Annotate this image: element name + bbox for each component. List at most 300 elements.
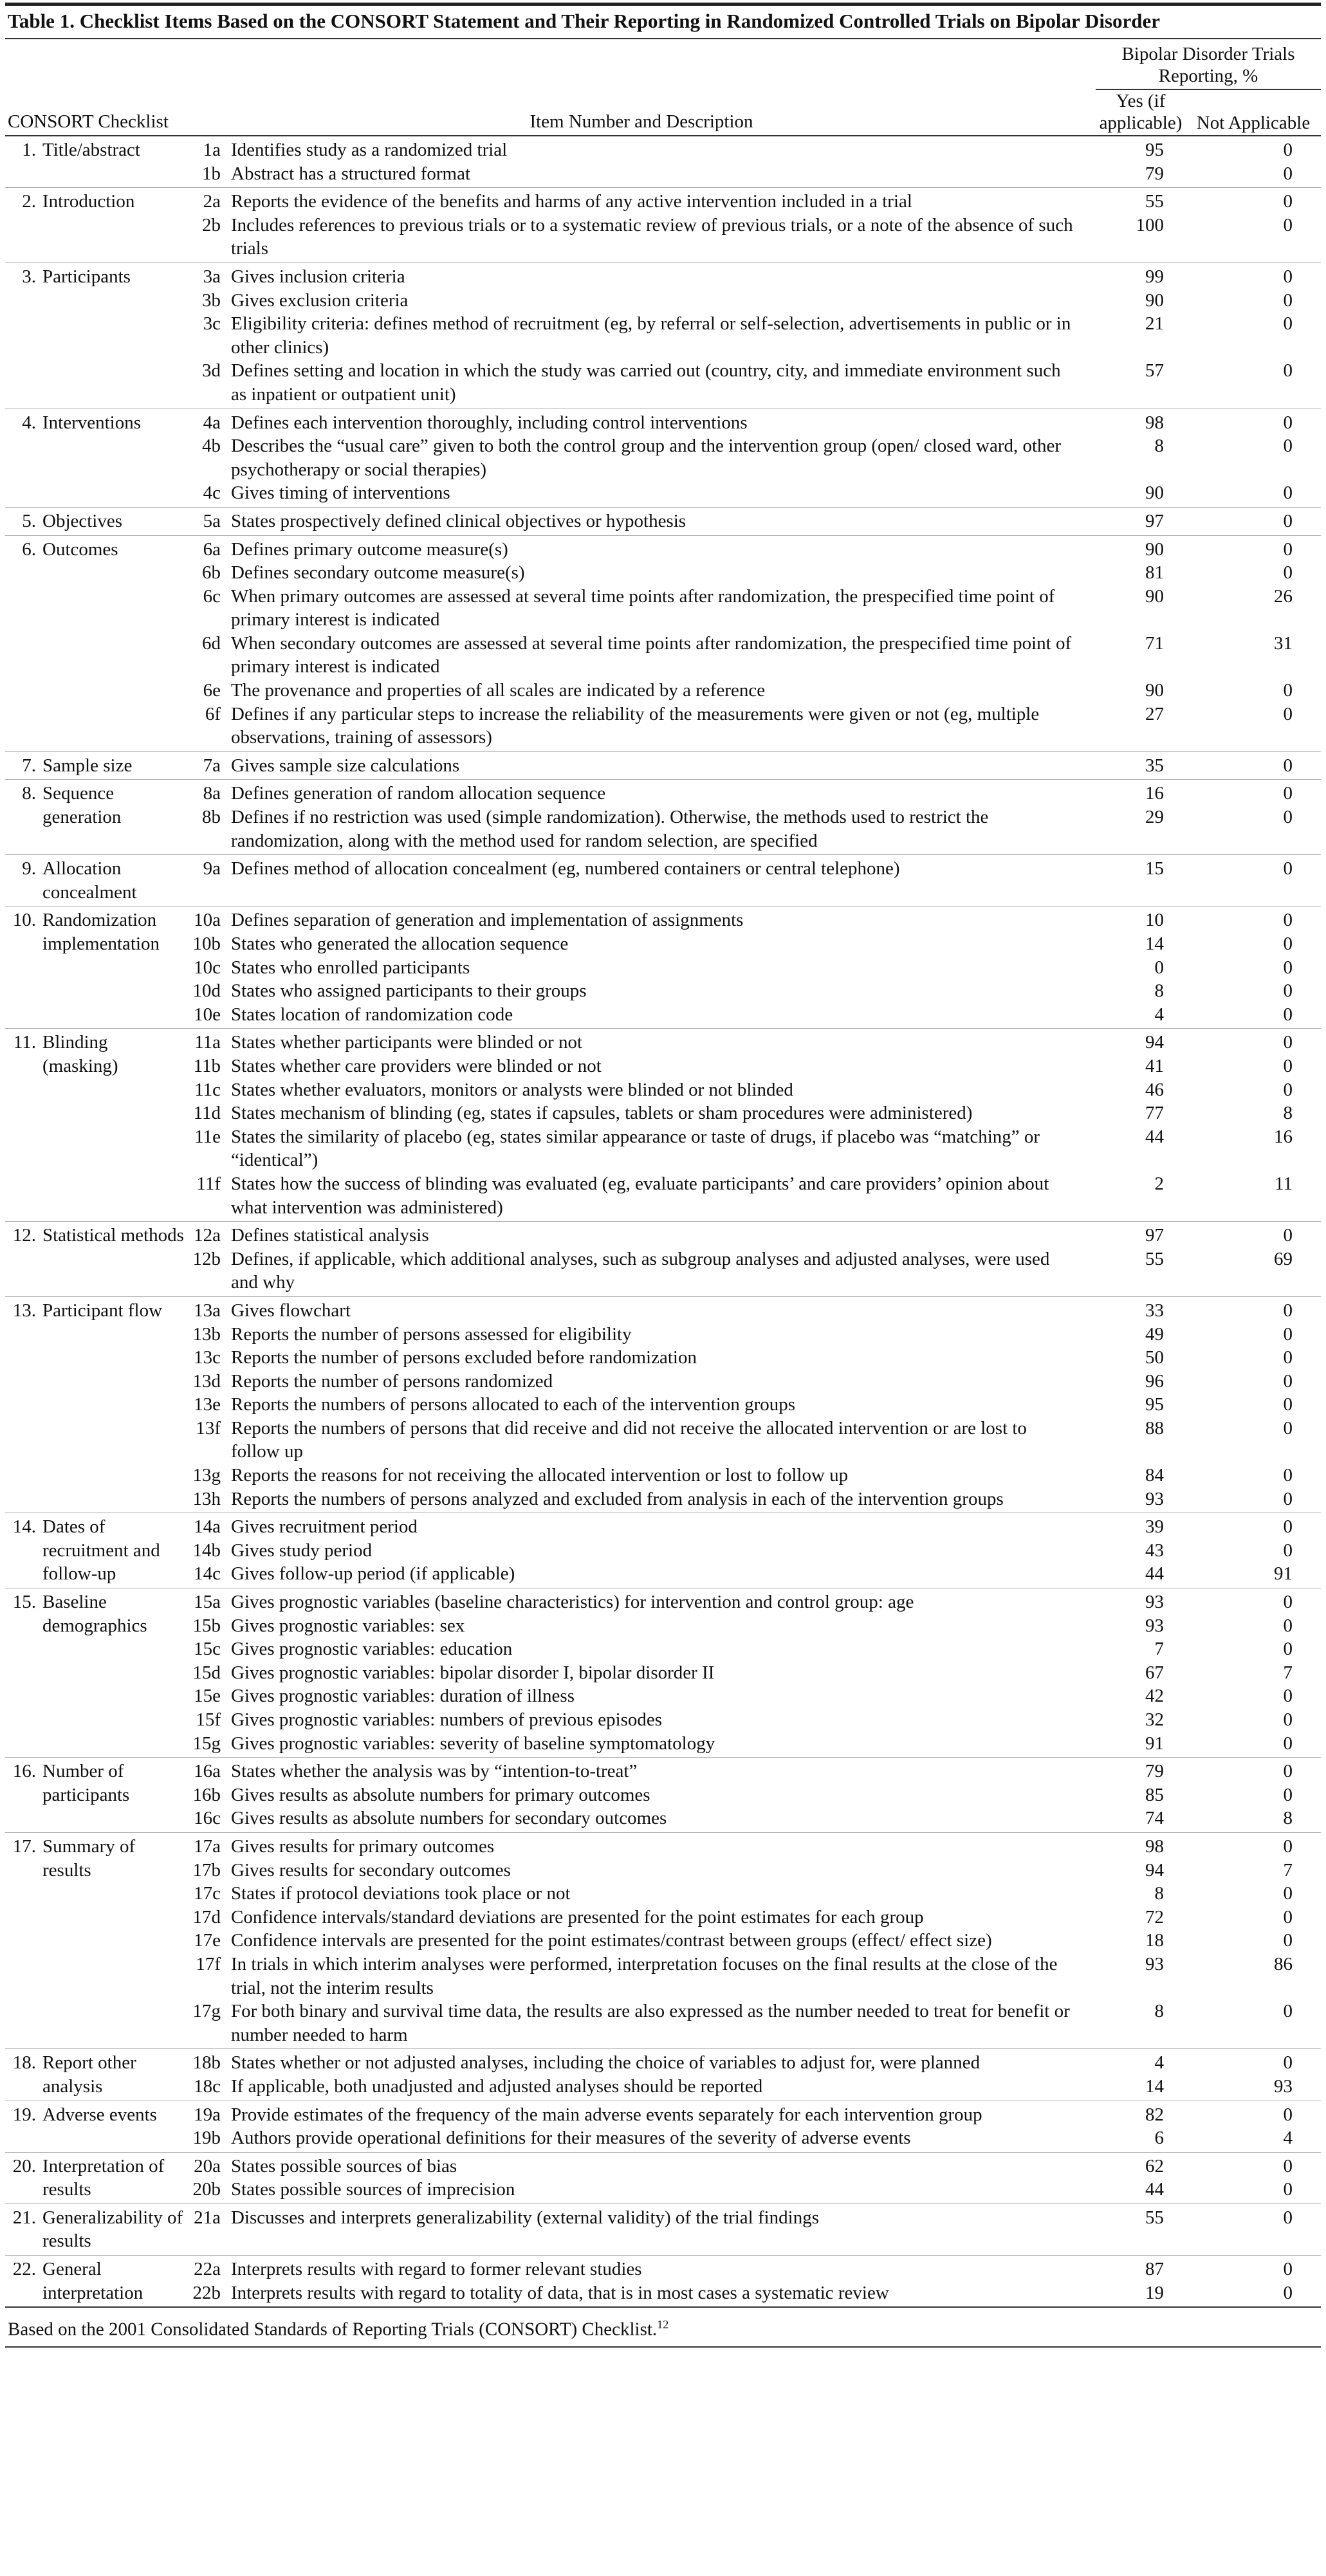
table-row (5, 1882, 1321, 1906)
table-row (5, 359, 1321, 409)
not-applicable-percent: 86 (1274, 1953, 1293, 1974)
item-description: Defines setting and location in which the study was carried out (country, city, and immediate environment such as inpatient or outpatient unit) (231, 360, 1061, 405)
item-number: 19b (192, 2128, 221, 2149)
category-label: Objectives (42, 510, 123, 531)
item-description: Defines statistical analysis (227, 1222, 1096, 1247)
item-number: 20a (187, 2152, 227, 2178)
item-number: 10a (187, 906, 227, 932)
yes-percent: 100 (1136, 214, 1164, 235)
not-applicable-percent: 11 (1275, 1173, 1293, 1194)
category-number: 9. (22, 858, 36, 879)
table-row (5, 262, 1321, 288)
item-description: Gives recruitment period (227, 1513, 1096, 1539)
checklist-category (5, 1758, 187, 1833)
item-number: 11d (193, 1103, 221, 1124)
not-applicable-percent: 0 (1283, 934, 1293, 954)
category-label-wrap (5, 1299, 187, 1323)
yes-percent: 67 (1145, 1662, 1164, 1683)
item-number: 14a (187, 1513, 227, 1539)
table-row (5, 1101, 1321, 1125)
item-description: Authors provide operational definitions for their measures of the severity of adverse events (231, 2128, 911, 2149)
table-row (5, 906, 1321, 932)
table-row (5, 1637, 1321, 1661)
table-row (5, 1732, 1321, 1758)
yes-percent: 42 (1145, 1686, 1164, 1707)
item-description: Interprets results with regard to totality of data, that is in most cases a systematic review (231, 2282, 889, 2303)
category-label-wrap (5, 2258, 187, 2305)
not-applicable-percent: 8 (1283, 1103, 1293, 1124)
category-label: Title/abstract (42, 140, 140, 160)
yes-percent: 82 (1096, 2101, 1186, 2126)
category-number: 20. (12, 2155, 36, 2176)
item-number: 8b (202, 807, 221, 828)
table-row (5, 1487, 1321, 1513)
item-number: 13g (192, 1465, 221, 1486)
table-row (5, 1417, 1321, 1464)
table-row (5, 1684, 1321, 1708)
item-description: Gives prognostic variables: severity of baseline symptomatology (231, 1733, 715, 1754)
not-applicable-percent: 0 (1186, 2101, 1321, 2126)
table-row (5, 1296, 1321, 1322)
item-description: Defines each intervention thoroughly, including control interventions (227, 409, 1096, 434)
item-description: For both binary and survival time data, the results are also expressed as the number needed to treat for benefit or number needed to harm (231, 2001, 1070, 2045)
checklist-category (5, 2101, 187, 2152)
yes-percent: 18 (1145, 1930, 1164, 1951)
category-label-wrap (5, 538, 187, 562)
item-description: Reports the number of persons randomized (231, 1370, 553, 1392)
yes-percent: 77 (1145, 1103, 1164, 1124)
item-description: States who assigned participants to their groups (231, 980, 587, 1002)
yes-percent: 72 (1145, 1906, 1164, 1927)
item-number: 10c (194, 957, 221, 978)
item-description: States the similarity of placebo (eg, states similar appearance or taste of drugs, if placebo was “matching” or “identical”) (231, 1126, 1040, 1171)
not-applicable-percent: 0 (1283, 1079, 1293, 1100)
category-label-wrap (5, 1224, 187, 1247)
item-description: Reports the reasons for not receiving the allocated intervention or lost to follow up (231, 1465, 849, 1486)
item-description: States prospectively defined clinical objectives or hypothesis (227, 507, 1096, 535)
yes-percent: 95 (1145, 1394, 1164, 1415)
item-description: Gives results as absolute numbers for secondary outcomes (231, 1808, 667, 1829)
category-label: Sample size (42, 755, 133, 776)
not-applicable-percent: 0 (1186, 535, 1321, 561)
yes-percent: 90 (1145, 483, 1164, 504)
item-number: 19a (187, 2101, 227, 2126)
not-applicable-percent: 0 (1283, 1784, 1293, 1805)
not-applicable-percent: 7 (1283, 1662, 1293, 1683)
item-description: States who enrolled participants (231, 957, 470, 978)
table-row (5, 1323, 1321, 1347)
table-row (5, 481, 1321, 507)
item-description: Defines if no restriction was used (simple randomization). Otherwise, the methods used to restrict the randomization, along with the method used for random selection, are specified (231, 807, 989, 851)
not-applicable-percent: 0 (1186, 2256, 1321, 2281)
header-item: Item Number and Description (187, 89, 1096, 136)
item-number: 20b (192, 2179, 221, 2200)
table-row (5, 780, 1321, 805)
item-description: Confidence intervals/standard deviations are presented for the point estimates for each group (231, 1906, 924, 1927)
item-number: 13a (187, 1296, 227, 1322)
not-applicable-percent: 7 (1283, 1859, 1293, 1881)
not-applicable-percent: 0 (1186, 2152, 1321, 2178)
yes-percent: 35 (1096, 751, 1186, 780)
yes-percent: 14 (1145, 2075, 1164, 2097)
yes-percent: 2 (1154, 1173, 1164, 1194)
item-number: 14b (192, 1540, 221, 1561)
item-description: Describes the “usual care” given to both the control group and the intervention group (open/ closed ward, other psychotherapy or social therapies) (231, 436, 1062, 480)
item-number: 10d (192, 980, 221, 1002)
yes-percent: 19 (1145, 2282, 1164, 2303)
table-row (5, 1953, 1321, 2000)
yes-percent: 4 (1154, 1004, 1164, 1025)
category-label-wrap (5, 411, 187, 435)
yes-percent: 91 (1145, 1733, 1164, 1754)
checklist-category (5, 2256, 187, 2307)
item-number: 15b (192, 1615, 221, 1636)
category-number: 6. (22, 538, 36, 560)
yes-percent: 46 (1145, 1079, 1164, 1100)
item-description: Gives prognostic variables: numbers of previous episodes (231, 1709, 663, 1730)
item-description: Discusses and interprets generalizability (external validity) of the trial findings (227, 2203, 1096, 2255)
not-applicable-percent: 0 (1283, 2001, 1293, 2022)
category-label-wrap (5, 782, 187, 829)
table-row (5, 855, 1321, 906)
not-applicable-percent: 0 (1283, 214, 1293, 235)
category-label-wrap (5, 1515, 187, 1586)
category-label: Interventions (42, 412, 142, 433)
category-label: Adverse events (42, 2104, 157, 2125)
item-description: Defines generation of random allocation sequence (227, 780, 1096, 805)
category-number: 14. (12, 1516, 36, 1538)
item-number: 13e (194, 1394, 221, 1415)
item-number: 16a (187, 1758, 227, 1783)
item-number: 6f (205, 703, 221, 724)
table-row (5, 2000, 1321, 2049)
yes-percent: 98 (1096, 1832, 1186, 1858)
not-applicable-percent: 0 (1283, 2179, 1293, 2200)
table-row (5, 1029, 1321, 1054)
table-row (5, 1172, 1321, 1222)
not-applicable-percent: 4 (1283, 2128, 1293, 2149)
category-number: 15. (12, 1592, 36, 1613)
checklist-category (5, 780, 187, 855)
table-row (5, 585, 1321, 632)
item-description: Reports the number of persons assessed for eligibility (231, 1323, 632, 1345)
table-row (5, 1125, 1321, 1172)
item-description: States location of randomization code (231, 1004, 513, 1025)
yes-percent: 44 (1145, 1563, 1164, 1585)
checklist-category (5, 1588, 187, 1758)
item-description: Eligibility criteria: defines method of recruitment (eg, by referral or self-selection, advertisements in public or in other clinics) (231, 313, 1071, 358)
table-row (5, 1906, 1321, 1929)
table-row (5, 1614, 1321, 1638)
yes-percent: 8 (1154, 2001, 1164, 2022)
category-label: General interpretation (42, 2259, 143, 2303)
item-description: Identifies study as a randomized trial (231, 140, 508, 160)
item-description: Defines, if applicable, which additional analyses, such as subgroup analyses and adjusted analyses, were used and why (231, 1248, 1050, 1293)
item-description: States how the success of blinding was evaluated (eg, evaluate participants’ and care providers’ opinion about what intervention was administered) (231, 1173, 1049, 1218)
yes-percent: 29 (1145, 807, 1164, 828)
header-not-applicable: Not Applicable (1186, 89, 1321, 136)
yes-percent: 81 (1145, 562, 1164, 584)
not-applicable-percent: 0 (1283, 1540, 1293, 1561)
item-description: When secondary outcomes are assessed at several time points after randomization, the prespecified time point of primary interest is indicated (231, 632, 1072, 677)
item-description: Confidence intervals are presented for the point estimates/contrast between groups (effect/ effect size) (231, 1930, 992, 1951)
item-number: 6a (187, 535, 227, 561)
item-description: States mechanism of blinding (eg, states if capsules, tablets or sham procedures were administered) (231, 1103, 973, 1124)
item-number: 22a (187, 2256, 227, 2281)
not-applicable-percent: 0 (1186, 1296, 1321, 1322)
yes-percent: 96 (1145, 1370, 1164, 1392)
checklist-category (5, 2049, 187, 2101)
item-number: 17c (194, 1883, 221, 1904)
not-applicable-percent: 0 (1186, 2049, 1321, 2075)
not-applicable-percent: 0 (1186, 1513, 1321, 1539)
item-description: Defines method of allocation concealment (eg, numbered containers or central telephone) (227, 855, 1096, 906)
category-label: Randomization implementation (42, 910, 160, 954)
item-number: 1a (203, 140, 221, 160)
table-row (5, 932, 1321, 956)
yes-percent: 71 (1145, 632, 1164, 654)
yes-percent: 39 (1096, 1513, 1186, 1539)
table-row (5, 188, 1321, 214)
item-number: 4b (202, 436, 221, 457)
yes-percent: 95 (1145, 140, 1164, 160)
not-applicable-percent: 0 (1283, 957, 1293, 978)
table-row (5, 535, 1321, 561)
table-row (5, 289, 1321, 313)
table-row (5, 1783, 1321, 1807)
checklist-category (5, 1832, 187, 2048)
not-applicable-percent: 0 (1186, 1588, 1321, 1614)
category-label-wrap (5, 754, 187, 778)
not-applicable-percent: 0 (1186, 780, 1321, 805)
table-row (5, 1346, 1321, 1370)
yes-percent: 16 (1096, 780, 1186, 805)
yes-percent: 97 (1096, 507, 1186, 535)
item-description: States who generated the allocation sequence (231, 934, 569, 954)
header-spanner: Bipolar Disorder Trials Reporting, % (1096, 39, 1321, 89)
item-number: 9a (187, 855, 227, 906)
table-row (5, 1464, 1321, 1487)
yes-percent: 87 (1096, 2256, 1186, 2281)
item-number: 11c (194, 1079, 221, 1100)
item-number: 21a (187, 2203, 227, 2255)
not-applicable-percent: 0 (1283, 1686, 1293, 1707)
not-applicable-percent: 0 (1186, 188, 1321, 214)
category-number: 17. (12, 1835, 36, 1857)
item-number: 6c (203, 585, 221, 607)
table-row (5, 507, 1321, 535)
table-row (5, 1539, 1321, 1563)
table-row (5, 1562, 1321, 1588)
item-number: 5a (187, 507, 227, 535)
yes-percent: 8 (1154, 436, 1164, 457)
table-row (5, 1661, 1321, 1685)
footnote (5, 2308, 1321, 2344)
table-row (5, 2075, 1321, 2101)
table-row (5, 632, 1321, 679)
category-number: 11. (13, 1032, 36, 1053)
category-number: 22. (12, 2259, 36, 2280)
not-applicable-percent: 8 (1283, 1808, 1293, 1829)
not-applicable-percent: 0 (1283, 483, 1293, 504)
not-applicable-percent: 0 (1283, 1930, 1293, 1951)
category-label: Outcomes (42, 538, 118, 560)
yes-percent: 21 (1145, 313, 1164, 335)
item-description: In trials in which interim analyses were performed, interpretation focuses on the final results at the close of the trial, not the interim results (231, 1953, 1058, 1998)
not-applicable-percent: 0 (1283, 1055, 1293, 1076)
item-description: States possible sources of imprecision (231, 2179, 515, 2200)
item-number: 1b (202, 163, 221, 184)
item-description: Defines secondary outcome measure(s) (231, 562, 525, 584)
not-applicable-percent: 0 (1283, 1347, 1293, 1368)
table-row (5, 1054, 1321, 1078)
table-row (5, 979, 1321, 1003)
category-label-wrap (5, 2155, 187, 2202)
category-label-wrap (5, 1835, 187, 1882)
category-number: 7. (22, 755, 36, 776)
category-label: Summary of results (42, 1835, 136, 1881)
item-description: Gives prognostic variables: bipolar disorder I, bipolar disorder II (231, 1662, 715, 1683)
item-number: 17a (187, 1832, 227, 1858)
category-label: Number of participants (42, 1761, 130, 1805)
not-applicable-percent: 0 (1186, 1222, 1321, 1247)
not-applicable-percent: 0 (1283, 1733, 1293, 1754)
category-number: 21. (12, 2207, 36, 2228)
item-number: 13f (196, 1417, 221, 1439)
item-number: 2a (187, 188, 227, 214)
table-row (5, 434, 1321, 481)
item-number: 15g (192, 1733, 221, 1754)
not-applicable-percent: 0 (1283, 360, 1293, 382)
yes-percent: 15 (1096, 855, 1186, 906)
yes-percent: 90 (1096, 535, 1186, 561)
item-number: 15a (187, 1588, 227, 1614)
yes-percent: 93 (1145, 1953, 1164, 1974)
not-applicable-percent: 91 (1274, 1563, 1293, 1585)
item-description: Defines primary outcome measure(s) (227, 535, 1096, 561)
not-applicable-percent: 0 (1283, 680, 1293, 701)
yes-percent: 0 (1154, 957, 1164, 978)
table-row (5, 1758, 1321, 1783)
item-number: 13d (192, 1370, 221, 1392)
not-applicable-percent: 0 (1283, 980, 1293, 1002)
item-description: Defines separation of generation and implementation of assignments (227, 906, 1096, 932)
item-number: 16b (192, 1784, 221, 1805)
category-label: Report other analysis (42, 2052, 136, 2097)
category-number: 3. (22, 266, 36, 287)
yes-percent: 55 (1145, 1248, 1164, 1269)
item-number: 12a (187, 1222, 227, 1247)
table-row (5, 2178, 1321, 2203)
yes-percent: 6 (1154, 2128, 1164, 2149)
item-number: 4c (203, 483, 221, 504)
not-applicable-percent: 0 (1186, 1029, 1321, 1054)
item-number: 4a (187, 409, 227, 434)
item-number: 22b (192, 2282, 221, 2303)
item-number: 13c (194, 1347, 221, 1368)
table-row (5, 2126, 1321, 2152)
table-row (5, 703, 1321, 752)
table-row (5, 1832, 1321, 1858)
not-applicable-percent: 93 (1274, 2075, 1293, 2097)
yes-percent: 4 (1096, 2049, 1186, 2075)
table-row (5, 679, 1321, 703)
category-label-wrap (5, 190, 187, 214)
item-description: Gives prognostic variables: education (231, 1639, 513, 1660)
table-row (5, 805, 1321, 855)
category-label-wrap (5, 2103, 187, 2127)
table-row (5, 561, 1321, 585)
item-number: 6e (203, 680, 221, 701)
item-description: Gives results for secondary outcomes (231, 1859, 511, 1881)
table-row (5, 1003, 1321, 1029)
item-number: 11e (194, 1126, 221, 1147)
item-description: Gives results for primary outcomes (227, 1832, 1096, 1858)
not-applicable-percent: 0 (1283, 703, 1293, 724)
item-number: 18b (187, 2049, 227, 2075)
table-row (5, 1393, 1321, 1417)
category-label: Participant flow (42, 1300, 163, 1321)
header-checklist: CONSORT Checklist (5, 89, 187, 136)
not-applicable-percent: 0 (1186, 1832, 1321, 1858)
item-number: 17d (192, 1906, 221, 1927)
item-description: Gives results as absolute numbers for primary outcomes (231, 1784, 650, 1805)
not-applicable-percent: 0 (1186, 751, 1321, 780)
table-row (5, 1708, 1321, 1732)
item-number: 15e (194, 1686, 221, 1707)
not-applicable-percent: 0 (1283, 2282, 1293, 2303)
category-label: Baseline demographics (42, 1592, 147, 1636)
category-label: Allocation concealment (42, 858, 137, 903)
not-applicable-percent: 0 (1283, 1639, 1293, 1660)
not-applicable-percent: 0 (1186, 262, 1321, 288)
item-description: Defines if any particular steps to increase the reliability of the measurements were given or not (eg, multiple observations, training of assessors) (231, 703, 1040, 748)
table-row (5, 2203, 1321, 2255)
yes-percent: 84 (1145, 1465, 1164, 1486)
yes-percent: 93 (1145, 1488, 1164, 1509)
yes-percent: 32 (1145, 1709, 1164, 1730)
not-applicable-percent: 69 (1274, 1248, 1293, 1269)
table-row (5, 1370, 1321, 1394)
item-number: 16c (194, 1808, 221, 1829)
item-number: 7a (187, 751, 227, 780)
item-description: Gives study period (231, 1540, 373, 1561)
item-description: Reports the numbers of persons allocated to each of the intervention groups (231, 1394, 796, 1415)
item-number: 3d (202, 360, 221, 382)
footnote-ref: 12 (657, 2318, 669, 2332)
item-number: 14c (194, 1563, 221, 1585)
yes-percent: 74 (1145, 1808, 1164, 1829)
item-description: States whether evaluators, monitors or analysts were blinded or not blinded (231, 1079, 793, 1100)
checklist-category (5, 1029, 187, 1222)
table-row (5, 1513, 1321, 1539)
item-description: States whether or not adjusted analyses, including the choice of variables to adjust for, were planned (227, 2049, 1096, 2075)
checklist-category (5, 136, 187, 188)
not-applicable-percent: 0 (1283, 1615, 1293, 1636)
yes-percent: 7 (1154, 1639, 1164, 1660)
yes-percent: 55 (1096, 188, 1186, 214)
table-row (5, 1929, 1321, 1953)
table-body (5, 136, 1321, 2306)
item-description: Gives flowchart (227, 1296, 1096, 1322)
item-description: Includes references to previous trials or to a systematic review of previous trials, or a note of the absence of such trials (231, 214, 1073, 259)
not-applicable-percent: 0 (1186, 507, 1321, 535)
checklist-category (5, 1296, 187, 1513)
yes-percent: 94 (1096, 1029, 1186, 1054)
not-applicable-percent: 0 (1283, 1417, 1293, 1439)
not-applicable-percent: 0 (1186, 2203, 1321, 2255)
table-row (5, 956, 1321, 980)
